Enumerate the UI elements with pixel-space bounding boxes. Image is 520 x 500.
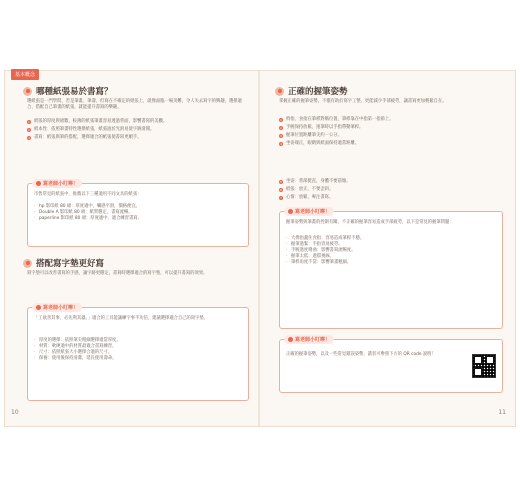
pencil-icon: [288, 337, 293, 342]
list-item: 2 手腕保持放鬆，運筆時以手指帶動筆桿。: [280, 125, 364, 131]
section-bullet-icon: [23, 87, 32, 96]
tip-box-grip: [279, 211, 503, 329]
number-icon: 1: [280, 118, 282, 122]
page-number: 10: [11, 409, 19, 416]
tip-box-qr: [279, 339, 503, 393]
list-item: 1 拇指、食指在筆桿對稱位置，筆桿靠在中指第一指節上。: [280, 117, 394, 122]
list-item: · 握筆過緊：手指容易疲勞。: [286, 242, 496, 248]
section-intro: 選紙張是一門學問，若是筆畫、筆壽、但寫在不確定的紙張上，就像面臨一場災難，令人失去寫字的興趣，選擇適合、搭配自己筆畫的紙張，就能提升書寫的樂趣。: [27, 99, 242, 111]
grip-steps-list: [279, 117, 501, 149]
section-title-pad: [23, 257, 104, 269]
tip-badge: 寫老師小叮嚀！: [284, 207, 334, 216]
number-icon: 4: [280, 142, 282, 147]
list-item: · hp 影印紙 80 磅：厚度適中，觸感平滑，價格便宜。: [34, 204, 242, 210]
section-bullet-icon: [23, 259, 32, 268]
section-intro: 掌握正確的握筆姿勢，不僅有助於寫字工整，更能減少手部疲勞，讓書寫更加輕鬆自在。: [279, 99, 447, 104]
number-icon: 3: [280, 134, 282, 139]
section-title-grip: [275, 85, 348, 97]
section-title-text: 哪種紙張易於書寫？: [36, 87, 113, 97]
pencil-icon: [288, 209, 293, 214]
tip-text: 正確的握筆姿勢，以及一些常見錯誤姿勢，讀者可參照下方的 QR code 說明！: [286, 352, 436, 357]
list-item: 3 書寫：紙張與筆的搭配，選擇適合的紙張使書寫更順手。: [28, 135, 142, 141]
number-icon: 5: [280, 180, 282, 184]
list-item: 2 紙本性：依照筆畫特性選擇紙張，紙張過於光滑易使字跡滑開。: [28, 127, 155, 133]
tip-list: [34, 338, 242, 362]
tip-badge: 寫老師小叮嚀！: [284, 335, 334, 344]
section-title-paper: [23, 85, 113, 97]
section-title-text: 搭配寫字墊更好寫: [36, 259, 105, 269]
tip-text: 「工欲善其事，必先利其器。」適合的工具能讓練字事半功倍，建議選擇適合自己的寫字墊。: [34, 316, 209, 321]
number-icon: 3: [28, 136, 30, 141]
tip-text: 市售常見的紙張中，推薦以下三種適用不同文具的紙張：: [34, 192, 142, 197]
list-item: · 尺寸：依照紙張大小選擇合適的尺寸。: [34, 350, 242, 356]
tip-box-pad: [27, 307, 249, 401]
right-page: [261, 71, 514, 426]
number-icon: 2: [280, 126, 282, 131]
number-icon: 1: [28, 120, 30, 124]
book-spread: [4, 70, 516, 427]
paper-tips-list: [27, 119, 247, 143]
list-item: · 握筆太低：遮擋視線。: [286, 254, 496, 260]
number-icon: 6: [280, 188, 282, 193]
list-item: · 材質：軟硬適中的材質最適合書寫練習。: [34, 344, 242, 350]
list-item: 7 心情：放鬆，專注書寫。: [280, 195, 334, 201]
pencil-icon: [36, 305, 41, 310]
left-page: [5, 71, 258, 426]
list-item: 1 紙張的厚度與磅數，較薄的紙張筆畫容易透過背面，影響書寫的美觀。: [28, 119, 168, 124]
tip-text: 握筆姿勢與筆畫的控制有關，不正確的握筆容易造成手部疲勞，以下是常見的握筆問題：: [286, 220, 454, 225]
number-icon: 2: [28, 128, 30, 133]
chapter-tag: 基本概念: [11, 69, 39, 80]
pencil-icon: [36, 181, 41, 186]
list-item: 5 坐姿：背部挺直，身體不要前傾。: [280, 179, 351, 184]
number-icon: 7: [280, 196, 282, 201]
tip-list: [286, 236, 496, 266]
grip-checklist: [279, 179, 501, 203]
tip-badge: 寫老師小叮嚀！: [32, 303, 82, 312]
page-number: 11: [498, 409, 506, 416]
section-title-text: 正確的握筆姿勢: [288, 87, 348, 97]
tip-badge: 寫老師小叮嚀！: [32, 179, 82, 188]
list-item: 6 紙張：放正，不要歪斜。: [280, 187, 334, 193]
list-item: 3 握筆位置距離筆尖約一公分。: [280, 133, 342, 139]
tip-box-paper: [27, 183, 249, 247]
tip-list: [34, 204, 242, 222]
list-item: 4 坐姿端正，眼睛與紙面保持適當距離。: [280, 141, 360, 147]
list-item: · paperline 影印紙 80 磅：厚度適中，適合練習書寫。: [34, 216, 242, 222]
list-item: · 手腕過度彎曲：影響書寫流暢度。: [286, 248, 496, 254]
list-item: · 保養：使用後保持清潔，延長使用壽命。: [34, 356, 242, 362]
list-item: · 筆桿角度不當：影響筆畫粗細。: [286, 260, 496, 266]
list-item: · 厚度的選擇：依照筆尖粗細選擇適當厚度。: [34, 338, 242, 344]
qr-code-icon[interactable]: [472, 354, 496, 378]
section-body: 寫字墊可以改善書寫的手感，讓字跡更穩定，書寫時選擇適合的寫字墊，可以提升書寫的效果。: [27, 271, 208, 276]
list-item: · 大拇指蓋住食指：容易造成筆桿不穩。: [286, 236, 496, 242]
section-bullet-icon: [275, 87, 284, 96]
list-item: · Double A 影印紙 80 磅：紙質穩定，書寫流暢。: [34, 210, 242, 216]
book-gutter: [258, 71, 260, 426]
